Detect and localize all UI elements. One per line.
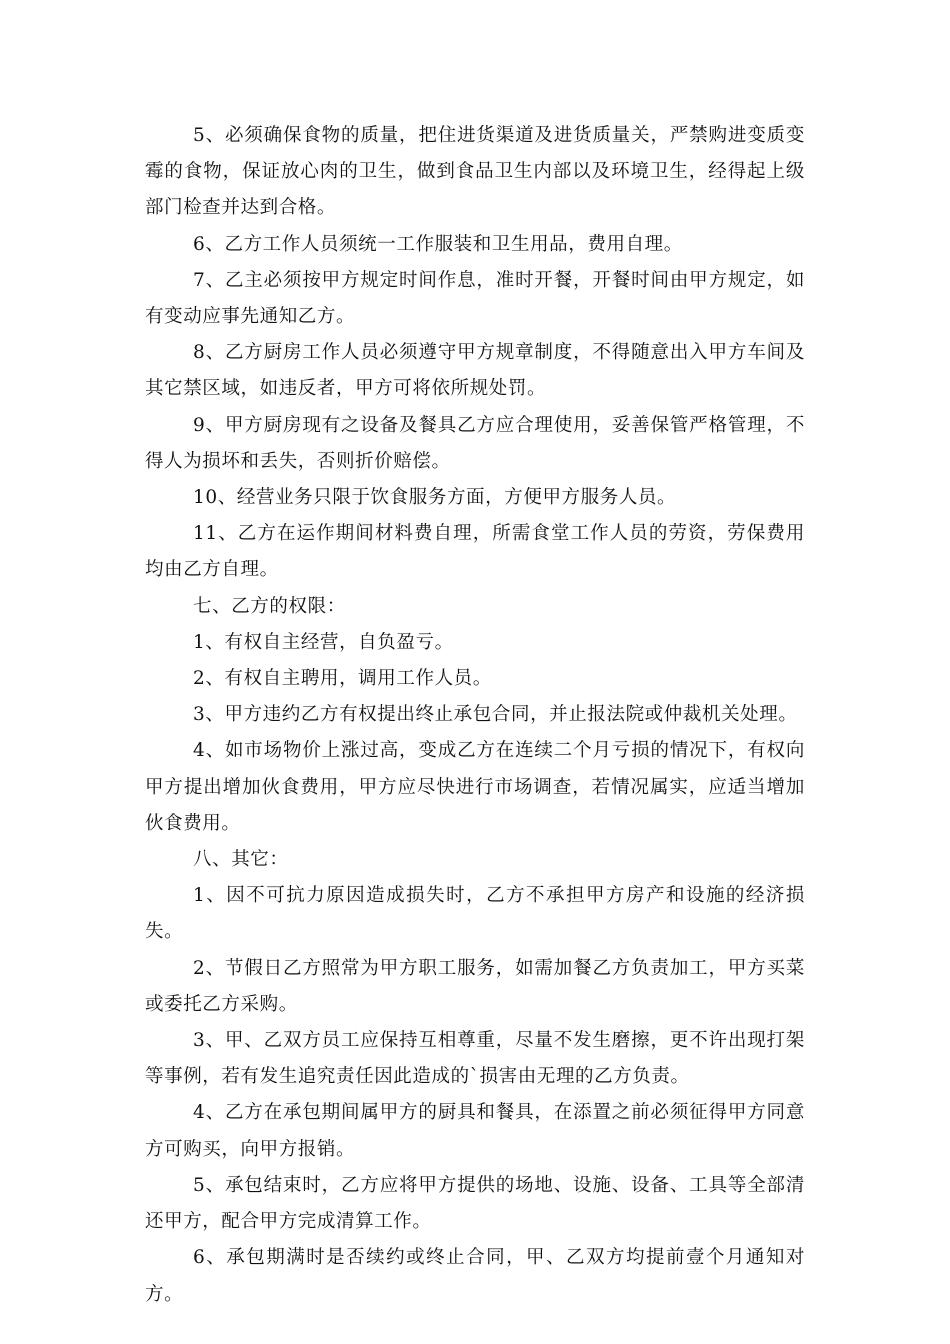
rights-item-1: 1、有权自主经营，自负盈亏。 [193,631,454,653]
paragraph-item-7-schedule: 7、乙主必须按甲方规定时间作息，准时开餐，开餐时间由甲方规定，如有变动应事先通知乙方。 [145,269,805,328]
other-item-6: 6、承包期满时是否续约或终止合同，甲、乙双方均提前壹个月通知对方。 [145,1247,805,1305]
other-item-2: 2、节假日乙方照常为甲方职工服务，如需加餐乙方负责加工，甲方买菜或委托乙方采购。 [145,957,805,1015]
paragraph-item-5-food-quality: 5、必须确保食物的质量，把住进货渠道及进货质量关，严禁购进变质变霉的食物，保证放心肉的卫生，做到食品卫生内部以及环境卫生，经得起上级部门检查并达到合格。 [145,125,805,219]
paragraph-item-11-costs: 11、乙方在运作期间材料费自理，所需食堂工作人员的劳资，劳保费用均由乙方自理。 [145,523,805,581]
document-body [145,118,805,1313]
rights-item-2: 2、有权自主聘用，调用工作人员。 [193,668,492,690]
section-heading-party-b-rights: 七、乙方的权限： [193,595,346,617]
section-heading-other: 八、其它： [193,849,289,871]
rights-item-3: 3、甲方违约乙方有权提出终止承包合同，并止报法院或仲裁机关处理。 [193,704,798,726]
other-item-3: 3、甲、乙双方员工应保持互相尊重，尽量不发生磨擦，更不许出现打架等事例，若有发生追究责任因此造成的`损害由无理的乙方负责。 [145,1030,805,1088]
paragraph-item-10-business-scope: 10、经营业务只限于饮食服务方面，方便甲方服务人员。 [193,487,677,509]
paragraph-item-9-equipment: 9、甲方厨房现有之设备及餐具乙方应合理使用，妥善保管严格管理，不得人为损坏和丢失，否则折价赔偿。 [145,414,805,472]
other-item-4: 4、乙方在承包期间属甲方的厨具和餐具，在添置之前必须征得甲方同意方可购买，向甲方报销。 [145,1102,805,1160]
other-item-5: 5、承包结束时，乙方应将甲方提供的场地、设施、设备、工具等全部清还甲方，配合甲方完成清算工作。 [145,1174,805,1233]
rights-item-4: 4、如市场物价上涨过高，变成乙方在连续二个月亏损的情况下，有权向甲方提出增加伙食费用，甲方应尽快进行市场调查，若情况属实，应适当增加伙食费用。 [145,740,805,834]
other-item-1: 1、因不可抗力原因造成损失时，乙方不承担甲方房产和设施的经济损失。 [145,885,805,943]
paragraph-item-8-rules: 8、乙方厨房工作人员必须遵守甲方规章制度，不得随意出入甲方车间及其它禁区域，如违反者，甲方可将依所规处罚。 [145,342,805,400]
paragraph-item-6-uniforms: 6、乙方工作人员须统一工作服装和卫生用品，费用自理。 [193,233,683,255]
